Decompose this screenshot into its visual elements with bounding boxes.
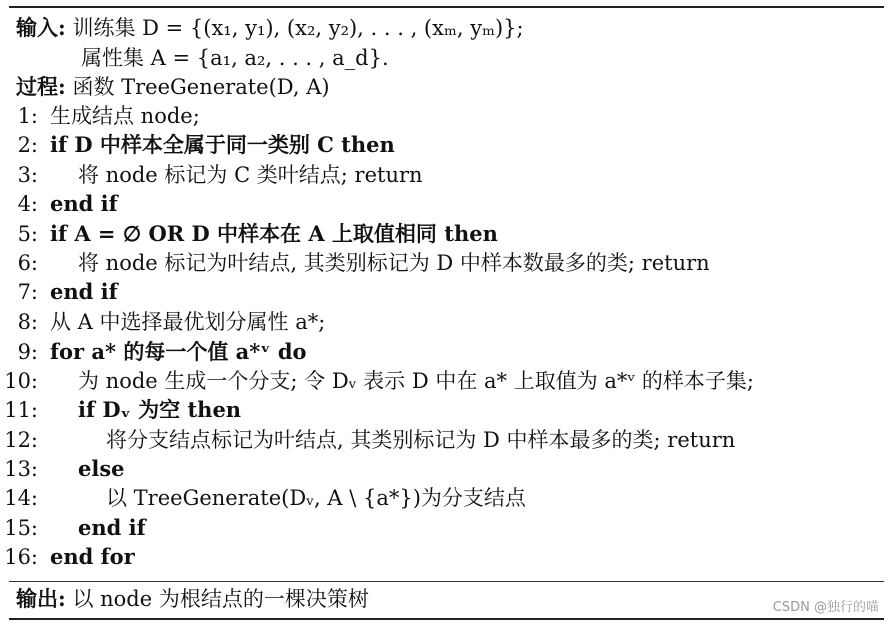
output-label: 输出: xyxy=(16,586,66,611)
algo-line xyxy=(0,367,754,395)
input-training-set: 训练集 D = {(x₁, y₁), (x₂, y₂), . . . , (xₘ, yₘ)}; xyxy=(72,16,524,40)
line-text: 将分支结点标记为叶结点, 其类别标记为 D 中样本最多的类; return xyxy=(106,428,736,452)
output-divider xyxy=(9,581,884,582)
csdn-watermark: CSDN @独行的喵 xyxy=(772,600,879,615)
process-line xyxy=(16,73,330,101)
algo-line xyxy=(0,161,423,189)
line-number: 15: xyxy=(4,516,38,540)
line-text: end for xyxy=(50,544,135,569)
line-number: 9: xyxy=(17,340,38,364)
line-text: 生成结点 node; xyxy=(50,104,200,128)
algo-line xyxy=(0,249,710,277)
line-text: if D 中样本全属于同一类别 C then xyxy=(50,132,395,157)
algo-line xyxy=(0,543,135,571)
line-text: 将 node 标记为 C 类叶结点; return xyxy=(78,163,423,187)
input-line-2 xyxy=(81,44,389,72)
line-text: end if xyxy=(50,279,118,304)
line-number: 12: xyxy=(4,428,38,452)
line-number: 2: xyxy=(17,133,38,157)
line-number: 14: xyxy=(4,486,38,510)
line-text: end if xyxy=(50,191,118,216)
line-text: end if xyxy=(78,515,146,540)
line-text: if Dᵥ 为空 then xyxy=(78,397,242,422)
line-number: 8: xyxy=(17,310,38,334)
input-attribute-set: 属性集 A = {a₁, a₂, . . . , a_d}. xyxy=(81,46,389,70)
algo-line xyxy=(0,102,200,130)
process-text: 函数 TreeGenerate(D, A) xyxy=(72,75,330,99)
line-number: 10: xyxy=(4,369,38,393)
output-text: 以 node 为根结点的一棵决策树 xyxy=(72,587,369,611)
line-number: 5: xyxy=(17,222,38,246)
algo-line xyxy=(0,338,307,366)
line-number: 6: xyxy=(17,251,38,275)
line-text: 从 A 中选择最优划分属性 a*; xyxy=(50,310,326,334)
line-number: 11: xyxy=(4,398,38,422)
algo-line xyxy=(0,190,118,218)
algo-line xyxy=(0,484,526,512)
algo-line xyxy=(0,455,125,483)
line-text: 以 TreeGenerate(Dᵥ, A \ {a*})为分支结点 xyxy=(106,486,526,510)
line-text: for a* 的每一个值 a*ᵛ do xyxy=(50,339,307,364)
algo-line xyxy=(0,131,395,159)
algo-line xyxy=(0,396,241,424)
algo-line xyxy=(0,308,325,336)
process-label: 过程: xyxy=(16,74,66,99)
algo-line xyxy=(0,514,146,542)
line-number: 1: xyxy=(17,104,38,128)
algo-line xyxy=(0,426,735,454)
algo-line xyxy=(0,278,118,306)
output-line xyxy=(16,585,369,613)
algo-line xyxy=(0,220,498,248)
line-text: 为 node 生成一个分支; 令 Dᵥ 表示 D 中在 a* 上取值为 a*ᵛ 的样本子集; xyxy=(78,369,754,393)
input-line-1 xyxy=(16,14,524,42)
input-label: 输入: xyxy=(16,15,66,40)
line-text: if A = ∅ OR D 中样本在 A 上取值相同 then xyxy=(50,221,498,246)
line-number: 4: xyxy=(17,192,38,216)
line-text: else xyxy=(78,456,125,481)
line-number: 7: xyxy=(17,280,38,304)
line-text: 将 node 标记为叶结点, 其类别标记为 D 中样本数最多的类; return xyxy=(78,251,710,275)
line-number: 13: xyxy=(4,457,38,481)
line-number: 3: xyxy=(17,163,38,187)
line-number: 16: xyxy=(4,545,38,569)
